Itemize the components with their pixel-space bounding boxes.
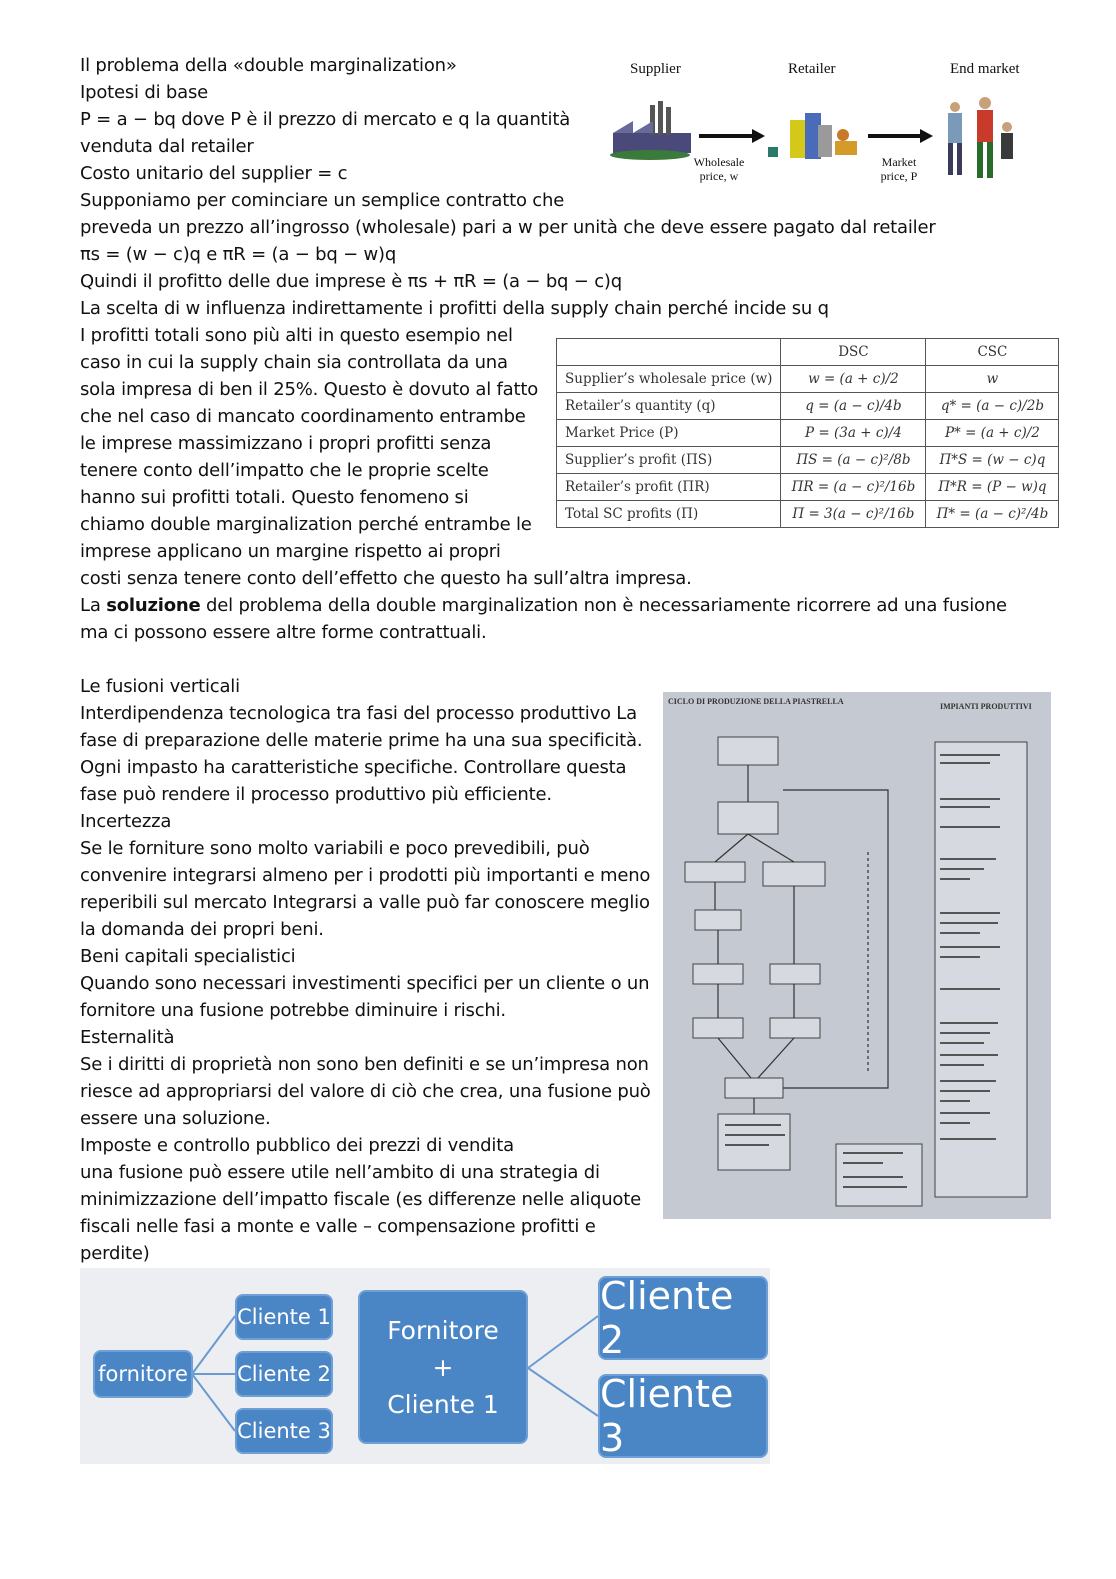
table-row bbox=[557, 447, 1059, 474]
table-cell: Market Price (P) bbox=[557, 420, 781, 447]
table-row bbox=[557, 474, 1059, 501]
table-cell: Π* = (a − c)²/4b bbox=[926, 501, 1059, 528]
text-line: ma ci possono essere altre forme contrattuali. bbox=[80, 622, 487, 643]
table-row bbox=[557, 366, 1059, 393]
solution-line bbox=[80, 592, 1007, 619]
text-line: perdite) bbox=[80, 1243, 150, 1264]
text-line: che nel caso di mancato coordinamento entrambe bbox=[80, 406, 526, 427]
table-header: CSC bbox=[926, 339, 1059, 366]
fornitore-cliente-1-box bbox=[358, 1290, 528, 1444]
text-line: La scelta di w influenza indirettamente i profitti della supply chain perché incide su q bbox=[80, 298, 829, 319]
photo-title: CICLO DI PRODUZIONE DELLA PIASTRELLA bbox=[668, 697, 844, 706]
table-cell: ΠS = (a − c)²/8b bbox=[781, 447, 926, 474]
retailer-label: Retailer bbox=[788, 61, 836, 77]
subheading-esternalita: Esternalità bbox=[80, 1027, 175, 1048]
table-cell: q = (a − c)/4b bbox=[781, 393, 926, 420]
text-line: Se le forniture sono molto variabili e poco prevedibili, può bbox=[80, 838, 590, 859]
table-header bbox=[557, 339, 781, 366]
table-cell: Retailer’s profit (ΠR) bbox=[557, 474, 781, 501]
merged-line-1: Fornitore bbox=[387, 1315, 499, 1345]
cliente-3-box: Cliente 3 bbox=[235, 1408, 333, 1454]
table-cell: w bbox=[926, 366, 1059, 393]
table-cell: Retailer’s quantity (q) bbox=[557, 393, 781, 420]
flowchart-graphic bbox=[663, 692, 1051, 1219]
heading-double-marginalization: Il problema della «double marginalization» bbox=[80, 55, 457, 76]
text-line: fornitore una fusione potrebbe diminuire i rischi. bbox=[80, 1000, 506, 1021]
text-line: tenere conto dell’impatto che le proprie scelte bbox=[80, 460, 489, 481]
text-line: fiscali nelle fasi a monte e valle – compensazione profitti e bbox=[80, 1216, 596, 1237]
retailer-icon bbox=[768, 113, 857, 159]
cliente-2-large-box: Cliente 2 bbox=[598, 1276, 768, 1360]
factory-icon bbox=[610, 101, 691, 160]
text-line: hanno sui profitti totali. Questo fenomeno si bbox=[80, 487, 469, 508]
formula-profits: πs = (w − c)q e πR = (a − bq − w)q bbox=[80, 244, 397, 265]
text-line: Quando sono necessari investimenti specifici per un cliente o un bbox=[80, 973, 650, 994]
cliente-2-box: Cliente 2 bbox=[235, 1351, 333, 1397]
text-line: preveda un prezzo all’ingrosso (wholesale) pari a w per unità che deve essere pagato dal retailer bbox=[80, 217, 936, 238]
text-line: fase di preparazione delle materie prime ha una sua specificità. bbox=[80, 730, 643, 751]
wholesale-price-label: Wholesale price, w bbox=[693, 155, 745, 183]
text-line: reperibili sul mercato Integrarsi a valle può far conoscere meglio bbox=[80, 892, 650, 913]
text-line: Supponiamo per cominciare un semplice contratto che bbox=[80, 190, 565, 211]
text-line: le imprese massimizzano i propri profitti senza bbox=[80, 433, 492, 454]
text-line: fase può rendere il processo produttivo più efficiente. bbox=[80, 784, 552, 805]
text-line: costi senza tenere conto dell’effetto che questo ha sull’altra impresa. bbox=[80, 568, 692, 589]
table-cell: ΠR = (a − c)²/16b bbox=[781, 474, 926, 501]
text-line: Costo unitario del supplier = c bbox=[80, 163, 348, 184]
solution-post: del problema della double marginalization non è necessariamente ricorrere ad una fusione bbox=[200, 595, 1007, 616]
table-header-row bbox=[557, 339, 1059, 366]
text-line: la domanda dei propri beni. bbox=[80, 919, 324, 940]
text-line: chiamo double marginalization perché entrambe le bbox=[80, 514, 532, 535]
table-cell: q* = (a − c)/2b bbox=[926, 393, 1059, 420]
text-line: riesce ad appropriarsi del valore di ciò che crea, una fusione può bbox=[80, 1081, 651, 1102]
subheading-imposte: Imposte e controllo pubblico dei prezzi di vendita bbox=[80, 1135, 514, 1156]
merger-org-diagram bbox=[80, 1268, 770, 1464]
subheading-beni-capitali: Beni capitali specialistici bbox=[80, 946, 296, 967]
table-cell: Π = 3(a − c)²/16b bbox=[781, 501, 926, 528]
dsc-csc-table bbox=[556, 338, 1059, 528]
table-row bbox=[557, 501, 1059, 528]
text-line: imprese applicano un margine rispetto ai propri bbox=[80, 541, 501, 562]
text-line: Se i diritti di proprietà non sono ben definiti e se un’impresa non bbox=[80, 1054, 649, 1075]
merged-line-2: Cliente 1 bbox=[387, 1389, 499, 1419]
market-price-label: Market price, P bbox=[880, 155, 918, 183]
table-cell: Supplier’s profit (ΠS) bbox=[557, 447, 781, 474]
supplier-label: Supplier bbox=[630, 61, 681, 77]
table-cell: Total SC profits (Π) bbox=[557, 501, 781, 528]
table-row bbox=[557, 393, 1059, 420]
table-cell: w = (a + c)/2 bbox=[781, 366, 926, 393]
solution-bold: soluzione bbox=[106, 595, 201, 616]
cliente-1-box: Cliente 1 bbox=[235, 1294, 333, 1340]
text-line: caso in cui la supply chain sia controllata da una bbox=[80, 352, 508, 373]
cliente-3-large-box: Cliente 3 bbox=[598, 1374, 768, 1458]
text-line: una fusione può essere utile nell’ambito di una strategia di bbox=[80, 1162, 600, 1183]
text-line: Ipotesi di base bbox=[80, 82, 209, 103]
text-line: sola impresa di ben il 25%. Questo è dovuto al fatto bbox=[80, 379, 539, 400]
end-market-people-icon bbox=[948, 97, 1013, 178]
text-line: Quindi il profitto delle due imprese è πs + πR = (a − bq − c)q bbox=[80, 271, 622, 292]
text-line: Interdipendenza tecnologica tra fasi del processo produttivo La bbox=[80, 703, 637, 724]
text-line: I profitti totali sono più alti in questo esempio nel bbox=[80, 325, 513, 346]
heading-fusioni-verticali: Le fusioni verticali bbox=[80, 676, 240, 697]
text-line: P = a − bq dove P è il prezzo di mercato e q la quantità bbox=[80, 109, 571, 130]
table-cell: Π*S = (w − c)q bbox=[926, 447, 1059, 474]
table-cell: P = (3a + c)/4 bbox=[781, 420, 926, 447]
merged-plus: + bbox=[432, 1352, 454, 1382]
table-cell: Supplier’s wholesale price (w) bbox=[557, 366, 781, 393]
end-market-label: End market bbox=[950, 61, 1020, 77]
supply-chain-graphic bbox=[605, 55, 1035, 195]
text-line: minimizzazione dell’impatto fiscale (es differenze nelle aliquote bbox=[80, 1189, 641, 1210]
production-cycle-photo bbox=[663, 692, 1051, 1219]
solution-pre: La bbox=[80, 595, 107, 616]
supply-chain-figure bbox=[605, 55, 1035, 195]
text-line: Ogni impasto ha caratteristiche specifiche. Controllare questa bbox=[80, 757, 627, 778]
table-header: DSC bbox=[781, 339, 926, 366]
table-row bbox=[557, 420, 1059, 447]
fornitore-box: fornitore bbox=[93, 1350, 193, 1398]
table-cell: P* = (a + c)/2 bbox=[926, 420, 1059, 447]
text-line: essere una soluzione. bbox=[80, 1108, 271, 1129]
text-line: venduta dal retailer bbox=[80, 136, 254, 157]
table-cell: Π*R = (P − w)q bbox=[926, 474, 1059, 501]
photo-title-right: IMPIANTI PRODUTTIVI bbox=[940, 702, 1032, 711]
text-line: convenire integrarsi almeno per i prodotti più importanti e meno bbox=[80, 865, 651, 886]
subheading-incertezza: Incertezza bbox=[80, 811, 172, 832]
